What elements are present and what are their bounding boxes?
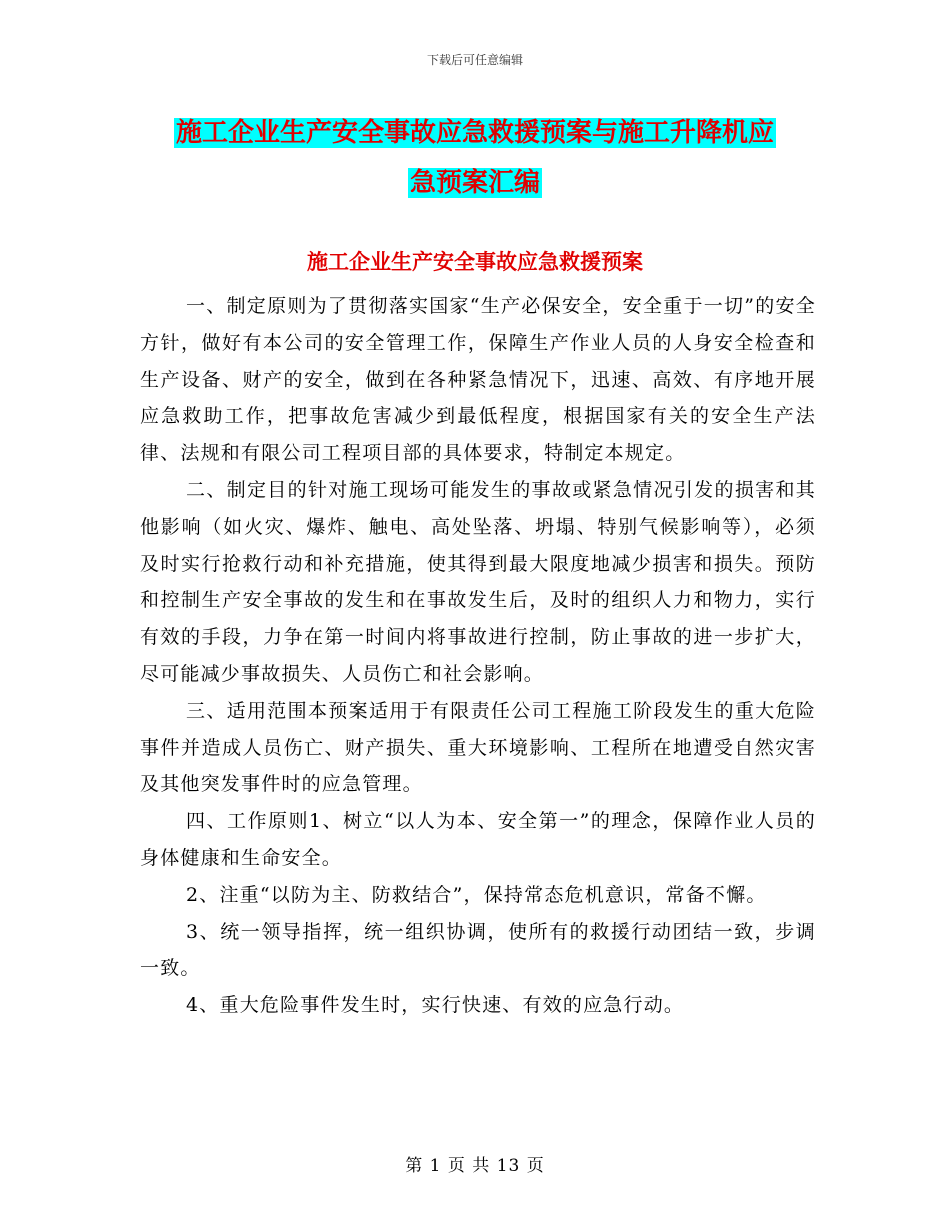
paragraph-work-principle-4: 4、重大危险事件发生时，实行快速、有效的应急行动。 [186, 994, 685, 1017]
header-note: 下载后可任意编辑 [426, 53, 523, 67]
page-footer: 第 1 页 共 13 页 [405, 1156, 545, 1176]
document-title [140, 108, 810, 208]
paragraph-principle: 一、制定原则为了贯彻落实国家“生产必保安全，安全重于一切”的安全方针，做好有本公司的安全管理工作，保障生产作业人员的人身安全检查和生产设备、财产的安全，做到在各种紧急情况下，迅速、高效、有序地开展应急救助工作，把事故危害减少到最低程度，根据国家有关的安全生产法律、法规和有限公司工程项目部的具体要求，特制定本规定。 [140, 295, 816, 465]
section-title: 施工企业生产安全事故应急救援预案 [307, 250, 643, 274]
document-body [140, 288, 816, 1024]
title-line-2-text: 急预案汇编 [409, 168, 540, 198]
paragraph-work-principle-2: 2、注重“以防为主、防救结合”，保持常态危机意识，常备不懈。 [186, 883, 767, 906]
paragraph-work-principle-3: 3、统一领导指挥，统一组织协调，使所有的救援行动团结一致，步调一致。 [140, 920, 816, 980]
paragraph-work-principle-1: 四、工作原则1、树立“以人为本、安全第一”的理念，保障作业人员的身体健康和生命安全。 [140, 810, 816, 869]
paragraph-scope: 三、适用范围本预案适用于有限责任公司工程施工阶段发生的重大危险事件并造成人员伤亡、财产损失、重大环境影响、工程所在地遭受自然灾害及其他突发事件时的应急管理。 [140, 699, 816, 796]
document-title-line-1 [140, 108, 810, 158]
document-title-line-2 [140, 158, 810, 208]
title-line-1-text: 施工企业生产安全事故应急救援预案与施工升降机应 [175, 118, 774, 148]
paragraph-purpose: 二、制定目的针对施工现场可能发生的事故或紧急情况引发的损害和其他影响（如火灾、爆炸、触电、高处坠落、坍塌、特别气候影响等），必须及时实行抢救行动和补充措施，使其得到最大限度地减少损害和损失。预防和控制生产安全事故的发生和在事故发生后，及时的组织人力和物力，实行有效的手段，力争在第一时间内将事故进行控制，防止事故的进一步扩大，尽可能减少事故损失、人员伤亡和社会影响。 [140, 478, 816, 685]
